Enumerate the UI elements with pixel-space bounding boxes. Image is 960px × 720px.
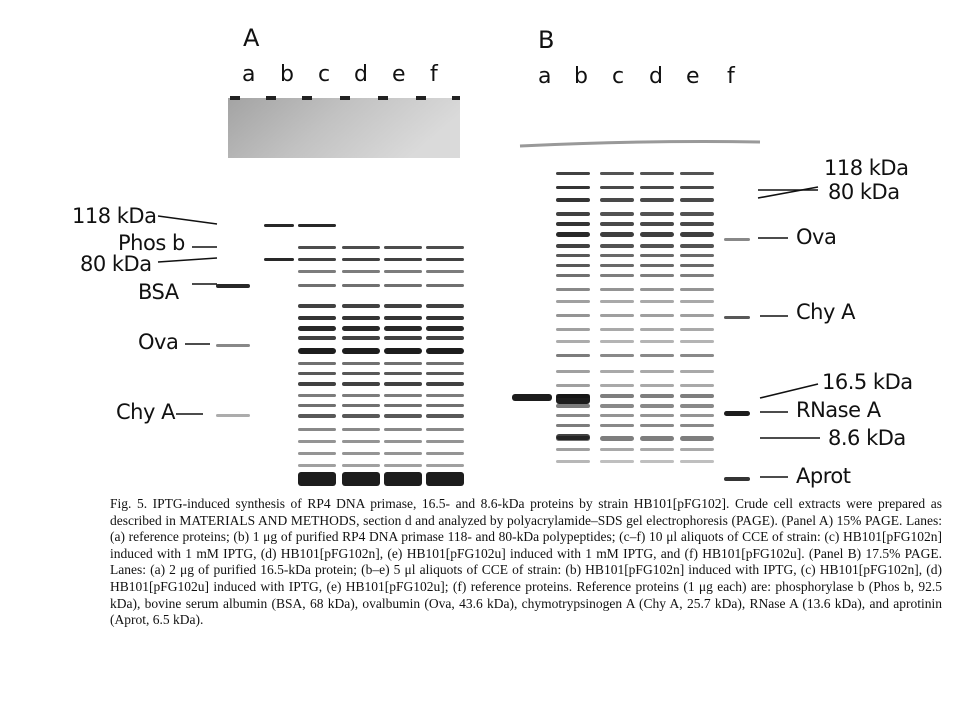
panel-b-lane-f-bands	[724, 238, 750, 481]
panel-a-cce-band	[298, 452, 336, 455]
panel-a-cce-band	[384, 362, 422, 365]
panel-a-cce-band	[384, 452, 422, 455]
panel-a-lane-e: e	[392, 62, 406, 87]
panel-a-cce-band	[342, 258, 380, 261]
panel-a-cce-band	[298, 464, 336, 467]
panel-b-cce-band	[680, 172, 714, 175]
panel-b-cce-band	[556, 232, 590, 237]
panel-b-cce-band	[556, 384, 590, 387]
panel-b-lane-a: a	[538, 64, 552, 89]
marker-b-aprot: Aprot	[796, 464, 851, 488]
panel-b-cce-band	[600, 448, 634, 451]
panel-b-cce-band	[680, 384, 714, 387]
panel-a-lane-b-bands	[264, 224, 294, 261]
panel-b-cce-band	[680, 198, 714, 202]
marker-a-chy-a: Chy A	[116, 400, 175, 424]
panel-a-cce-band	[384, 348, 422, 354]
marker-a-80kda: 80 kDa	[80, 252, 152, 276]
panel-b-cce-band	[556, 172, 590, 175]
panel-a-lane-b-band	[264, 258, 294, 261]
panel-a-cce-band	[298, 316, 336, 320]
panel-b-cce-band	[600, 254, 634, 257]
panel-b-cce-band	[680, 370, 714, 373]
panel-b-cce-band	[556, 198, 590, 202]
panel-b-cce-band	[556, 370, 590, 373]
panel-b-lane-f-band	[724, 316, 750, 319]
panel-b-cce-band	[556, 212, 590, 216]
panel-b-cce-band	[640, 436, 674, 441]
panel-a-cce-band	[426, 304, 464, 308]
panel-a-cce-band	[384, 304, 422, 308]
panel-b-cce-band	[680, 232, 714, 237]
panel-b-cce-band	[600, 300, 634, 303]
panel-a-cce-band	[426, 428, 464, 431]
panel-b-cce-band	[640, 354, 674, 357]
panel-a-cce-band	[342, 326, 380, 331]
panel-b-letter: B	[538, 26, 555, 54]
panel-b-cce-band	[600, 172, 634, 175]
panel-a-cce-band	[384, 464, 422, 467]
panel-b-cce-band	[640, 172, 674, 175]
panel-b-cce-band	[640, 254, 674, 257]
panel-b-cce-band	[680, 460, 714, 463]
panel-a-cce-band	[342, 414, 380, 418]
panel-a-cce-band	[342, 394, 380, 397]
panel-b-cce-band	[556, 460, 590, 463]
panel-a-cce-band	[426, 452, 464, 455]
marker-b-80kda: 80 kDa	[828, 180, 900, 204]
panel-a-cce-band	[342, 284, 380, 287]
panel-a-cce-band	[384, 394, 422, 397]
panel-b-lane-e: e	[686, 64, 700, 89]
panel-a-cce-band	[426, 464, 464, 467]
panel-a-cce-band	[298, 304, 336, 308]
panel-a-cce-band	[342, 348, 380, 354]
panel-a-cce-band	[298, 394, 336, 397]
panel-b-cce-band	[556, 424, 590, 427]
panel-b-cce-band	[680, 340, 714, 343]
panel-b-cce-band	[556, 288, 590, 291]
panel-a-cce-band	[384, 284, 422, 287]
panel-b-cce-band	[680, 186, 714, 189]
panel-b-cce-band	[640, 244, 674, 248]
panel-b-cce-band	[556, 448, 590, 451]
panel-b-cce-band	[640, 414, 674, 417]
panel-a-cce-band	[426, 362, 464, 365]
panel-a-cce-band	[342, 372, 380, 375]
panel-a-cce-band	[426, 382, 464, 386]
panel-b-cce-band	[600, 414, 634, 417]
panel-b-cce-band	[556, 314, 590, 317]
panel-a-lane-b: b	[280, 62, 294, 87]
panel-b-lane-f-band	[724, 411, 750, 416]
panel-a-cce-band	[298, 270, 336, 273]
panel-b-cce-band	[680, 314, 714, 317]
panel-a-cce-band	[384, 246, 422, 249]
panel-a-lane-a-band	[216, 284, 250, 288]
panel-a-cce-band	[298, 258, 336, 261]
panel-a-lane-f: f	[430, 62, 438, 87]
panel-b-cce-band	[640, 424, 674, 427]
panel-a-lanes-c-f-bands	[298, 224, 464, 486]
panel-a-cce-band	[342, 382, 380, 386]
panel-b-cce-band	[640, 404, 674, 408]
panel-b-cce-band	[640, 448, 674, 451]
figure-caption	[110, 496, 942, 629]
panel-a-cce-band	[426, 316, 464, 320]
panel-a-cce-band	[298, 372, 336, 375]
panel-b-cce-band	[640, 314, 674, 317]
panel-b-cce-band	[640, 288, 674, 291]
panel-b-cce-band	[640, 274, 674, 277]
panel-b-cce-band	[680, 222, 714, 226]
panel-b-cce-band	[640, 300, 674, 303]
panel-b-lane-f-band	[724, 238, 750, 241]
marker-b-ova: Ova	[796, 225, 837, 249]
panel-b-cce-band	[640, 264, 674, 267]
panel-a-cce-band	[426, 404, 464, 407]
panel-a-cce-band	[426, 336, 464, 340]
panel-a-cce-band	[342, 404, 380, 407]
panel-a-cce-band	[298, 284, 336, 287]
panel-b-cce-band	[640, 370, 674, 373]
panel-b-cce-band	[600, 264, 634, 267]
panel-a-lane-d: d	[354, 62, 368, 87]
panel-b-cce-band	[640, 328, 674, 331]
panel-b-cce-band	[600, 354, 634, 357]
panel-b-cce-band	[556, 404, 590, 408]
marker-b-8-6kda: 8.6 kDa	[828, 426, 906, 450]
panel-a-cce-band	[384, 270, 422, 273]
panel-a-cce-band	[384, 382, 422, 386]
panel-b-cce-band	[680, 436, 714, 441]
panel-b-cce-band	[556, 328, 590, 331]
panel-b-cce-band	[640, 186, 674, 189]
panel-b-cce-band	[680, 448, 714, 451]
panel-b-gel-top	[520, 142, 760, 147]
panel-b-cce-band	[556, 300, 590, 303]
panel-b-cce-band	[680, 404, 714, 408]
panel-a-cce-band	[342, 472, 380, 486]
marker-b-rnase-a: RNase A	[796, 398, 881, 422]
panel-a-cce-band	[426, 472, 464, 486]
panel-b-cce-band	[556, 274, 590, 277]
panel-a-stacking-gel	[228, 98, 460, 158]
marker-a-ova: Ova	[138, 330, 179, 354]
panel-b-cce-band	[640, 198, 674, 202]
panel-b-cce-band	[600, 222, 634, 226]
panel-b-cce-band	[680, 244, 714, 248]
panel-b-lane-b-16kda-band	[556, 394, 590, 404]
panel-b-cce-band	[556, 244, 590, 248]
panel-b-cce-band	[680, 300, 714, 303]
panel-a-cce-band	[384, 316, 422, 320]
panel-a-lane-a: a	[242, 62, 256, 87]
panel-b-cce-band	[556, 222, 590, 226]
panel-b-lane-f: f	[727, 64, 735, 89]
panel-b-cce-band	[600, 370, 634, 373]
panel-b-lane-a-band	[512, 394, 552, 401]
panel-b-cce-band	[600, 460, 634, 463]
panel-b-cce-band	[640, 340, 674, 343]
caption-text: Fig. 5. IPTG-induced synthesis of RP4 DNA primase, 16.5- and 8.6-kDa proteins by strain HB101[pFG102]. Crude cell extracts were prepared as described in MATERIALS AND METHODS, section d and analyzed by polyacrylamide–SDS gel electrophoresis (PAGE). (Panel A) 15% PAGE. Lanes: (a) reference proteins; (b) 1 μg of purified RP4 DNA primase 118- and 80-kDa polypeptides; (c–f) 10 μl aliquots of CCE of strain: (c) HB101[pFG102n] induced with 1 mM IPTG, (d) HB101[pFG102n], (e) HB101[pFG102u] induced with 1 mM IPTG, and (f) HB101[pFG102u]. (Panel B) 17.5% PAGE. Lanes: (a) 2 μg of purified 16.5-kDa protein; (b–e) 5 μl aliquots of CCE of strain: (b) HB101[pFG102n] induced with IPTG, (c) HB101[pFG102n], (d) HB101[pFG102u] induced with IPTG, (e) HB101[pFG102u]; (f) reference proteins. Reference proteins (1 μg each) are: phosphorylase b (Phos b, 92.5 kDa), bovine serum albumin (BSA, 68 kDa), ovalbumin (Ova, 43.6 kDa), chymotrypsinogen A (Chy A, 25.7 kDa), RNase A (13.6 kDa), and aprotinin (Aprot, 6.5 kDa).	[110, 496, 942, 628]
panel-a-cce-band	[298, 326, 336, 331]
panel-a-cce-band	[342, 304, 380, 308]
panel-b-lane-b-8kda-band	[556, 434, 590, 440]
panel-b-cce-band	[600, 384, 634, 387]
panel-b-cce-band	[600, 244, 634, 248]
panel-b-cce-band	[680, 424, 714, 427]
panel-b-cce-band	[600, 232, 634, 237]
panel-b-cce-band	[640, 232, 674, 237]
marker-a-phos-b: Phos b	[118, 231, 185, 255]
panel-a-cce-band	[384, 372, 422, 375]
panel-a-cce-band	[426, 414, 464, 418]
panel-b-cce-band	[556, 354, 590, 357]
panel-b-cce-band	[556, 254, 590, 257]
panel-a-cce-band	[384, 440, 422, 443]
panel-b-cce-band	[680, 394, 714, 398]
panel-b-cce-band	[680, 212, 714, 216]
panel-b-lane-b: b	[574, 64, 588, 89]
panel-b-cce-band	[640, 460, 674, 463]
panel-b-cce-band	[600, 328, 634, 331]
panel-b-lane-c: c	[612, 64, 625, 89]
panel-b-cce-band	[680, 274, 714, 277]
panel-b-cce-band	[600, 186, 634, 189]
panel-a-cce-band	[426, 284, 464, 287]
panel-b-cce-band	[640, 222, 674, 226]
panel-b-cce-band	[600, 274, 634, 277]
marker-b-118kda: 118 kDa	[824, 156, 909, 180]
panel-b-lane-a-bands	[512, 394, 552, 401]
panel-a-cce-band	[342, 428, 380, 431]
panel-b-lane-f-band	[724, 477, 750, 481]
panel-a-cce-band	[426, 246, 464, 249]
panel-a-cce-band	[298, 224, 336, 227]
panel-b-lane-d: d	[649, 64, 663, 89]
panel-b-cce-band	[600, 340, 634, 343]
panel-b-cce-band	[680, 254, 714, 257]
panel-a-cce-band	[298, 336, 336, 340]
panel-a-cce-band	[426, 258, 464, 261]
panel-b-cce-band	[600, 424, 634, 427]
panel-a-cce-band	[342, 316, 380, 320]
panel-b-cce-band	[680, 328, 714, 331]
panel-b-cce-band	[600, 288, 634, 291]
panel-a-cce-band	[426, 326, 464, 331]
panel-a-cce-band	[426, 394, 464, 397]
panel-b-cce-band	[640, 394, 674, 398]
marker-a-118kda: 118 kDa	[72, 204, 157, 228]
panel-a-cce-band	[384, 404, 422, 407]
panel-b-cce-band	[640, 212, 674, 216]
panel-b-cce-band	[600, 394, 634, 398]
panel-a-cce-band	[342, 246, 380, 249]
panel-a-cce-band	[384, 414, 422, 418]
panel-b-cce-band	[680, 288, 714, 291]
panel-a-cce-band	[342, 452, 380, 455]
panel-b-cce-band	[556, 340, 590, 343]
panel-a-lane-a-band	[216, 414, 250, 417]
marker-a-bsa: BSA	[138, 280, 179, 304]
panel-b-cce-band	[680, 264, 714, 267]
panel-a-lane-c: c	[318, 62, 331, 87]
panel-b-cce-band	[600, 436, 634, 441]
panel-b-cce-band	[600, 212, 634, 216]
panel-a-cce-band	[298, 414, 336, 418]
panel-a-cce-band	[298, 472, 336, 486]
panel-a-cce-band	[426, 440, 464, 443]
panel-b-cce-band	[556, 186, 590, 189]
panel-b-cce-band	[556, 414, 590, 417]
panel-a-cce-band	[384, 258, 422, 261]
panel-a-lane-a-bands	[216, 284, 250, 417]
panel-a-cce-band	[342, 336, 380, 340]
panel-a-cce-band	[342, 440, 380, 443]
panel-a-lane-b-band	[264, 224, 294, 227]
panel-a-cce-band	[426, 372, 464, 375]
panel-b-cce-band	[680, 354, 714, 357]
marker-b-chy-a: Chy A	[796, 300, 855, 324]
panel-a-cce-band	[298, 246, 336, 249]
panel-b-cce-band	[600, 198, 634, 202]
panel-b-cce-band	[600, 314, 634, 317]
panel-a-cce-band	[298, 348, 336, 354]
panel-a-cce-band	[384, 336, 422, 340]
panel-b-lanes-b-e-bands	[556, 172, 714, 463]
panel-a-cce-band	[384, 428, 422, 431]
panel-a-lane-a-band	[216, 344, 250, 347]
panel-a-cce-band	[384, 326, 422, 331]
panel-a-cce-band	[298, 362, 336, 365]
panel-a-cce-band	[342, 362, 380, 365]
panel-a-cce-band	[298, 382, 336, 386]
panel-a-cce-band	[298, 404, 336, 407]
panel-b-cce-band	[556, 264, 590, 267]
marker-b-16-5kda: 16.5 kDa	[822, 370, 913, 394]
panel-a-cce-band	[384, 472, 422, 486]
panel-a-letter: A	[243, 24, 260, 52]
panel-a-cce-band	[298, 428, 336, 431]
panel-a-cce-band	[426, 270, 464, 273]
panel-b-cce-band	[680, 414, 714, 417]
panel-a-cce-band	[426, 348, 464, 354]
panel-a-cce-band	[342, 270, 380, 273]
panel-b-cce-band	[600, 404, 634, 408]
panel-a-cce-band	[342, 464, 380, 467]
panel-a-cce-band	[298, 440, 336, 443]
panel-b-cce-band	[640, 384, 674, 387]
